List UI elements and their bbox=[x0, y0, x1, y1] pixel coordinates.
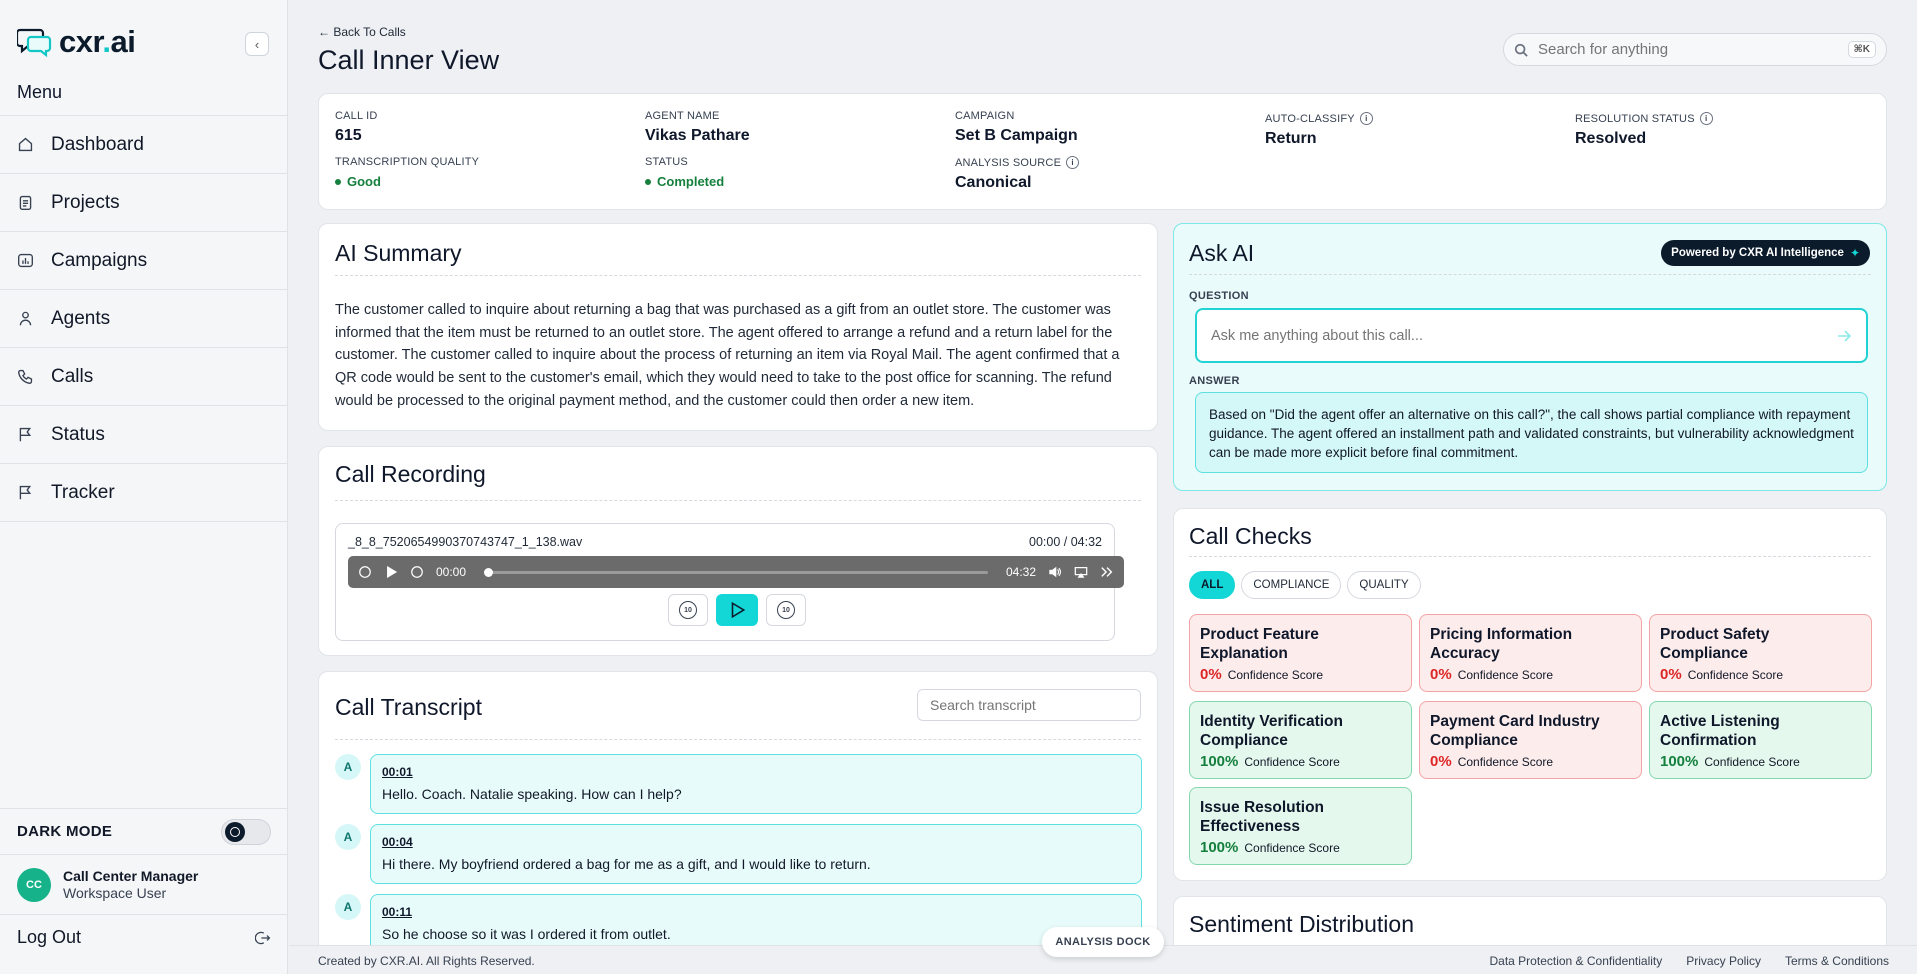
check-score bbox=[1660, 666, 1783, 683]
speaker-badge: A bbox=[335, 894, 361, 920]
check-card[interactable] bbox=[1189, 787, 1412, 865]
info-icon[interactable]: i bbox=[1700, 112, 1713, 125]
terms-link[interactable]: Terms & Conditions bbox=[1784, 954, 1889, 968]
phone-icon bbox=[17, 368, 34, 385]
check-score bbox=[1200, 839, 1340, 856]
call-id-cell bbox=[335, 110, 378, 145]
message-bubble bbox=[370, 754, 1142, 814]
player-duration: 04:32 bbox=[1005, 565, 1036, 579]
recording-controls bbox=[668, 594, 806, 626]
divider bbox=[335, 739, 1141, 740]
question-input[interactable] bbox=[1211, 328, 1836, 344]
check-score-value: 0% bbox=[1200, 666, 1222, 683]
chart-icon bbox=[17, 252, 34, 269]
resolution-status-value: Resolved bbox=[1575, 130, 1647, 147]
message-text: Hello. Coach. Natalie speaking. How can I help? bbox=[382, 786, 682, 802]
call-id-label: CALL ID bbox=[335, 110, 378, 122]
check-title: Identity Verification Compliance bbox=[1200, 713, 1343, 749]
analysis-source-label: ANALYSIS SOURCE bbox=[955, 156, 1062, 169]
seek-handle[interactable] bbox=[484, 568, 493, 577]
filter-all[interactable]: ALL bbox=[1189, 571, 1235, 599]
check-title: Payment Card Industry Compliance bbox=[1430, 713, 1600, 749]
chevron-left-icon: ‹ bbox=[254, 36, 260, 52]
search-icon bbox=[1514, 43, 1528, 57]
check-score-label: Confidence Score bbox=[1457, 668, 1554, 682]
call-info-card bbox=[318, 93, 1887, 210]
check-card[interactable] bbox=[1419, 614, 1642, 692]
call-recording-card bbox=[318, 446, 1158, 656]
play-icon[interactable] bbox=[384, 565, 398, 579]
user-name: Call Center Manager bbox=[63, 868, 199, 884]
logo-text: cxr.ai bbox=[59, 24, 136, 59]
avatar: CC bbox=[17, 868, 51, 902]
back-to-calls-link[interactable]: ← Back To Calls bbox=[318, 25, 406, 39]
campaign-label: CAMPAIGN bbox=[955, 110, 1015, 122]
campaign-cell bbox=[955, 110, 1078, 145]
filter-quality[interactable]: QUALITY bbox=[1347, 571, 1420, 599]
check-score-value: 0% bbox=[1430, 666, 1452, 683]
answer-text: Based on "Did the agent offer an alternative on this call?", the call shows partial compliance with repayment guidance. The agent offered an installment path and validated constraints, but vulnerability acknowledgment can be made more explicit before final commitment. bbox=[1195, 392, 1868, 473]
divider bbox=[335, 500, 1141, 501]
cast-icon[interactable] bbox=[1074, 565, 1088, 579]
speaker-badge: A bbox=[335, 824, 361, 850]
message-timestamp[interactable]: 00:01 bbox=[382, 765, 413, 779]
recording-file-name: _8_8_7520654990370743747_1_138.wav bbox=[348, 535, 583, 549]
message-timestamp[interactable]: 00:11 bbox=[382, 905, 413, 919]
check-score-value: 0% bbox=[1430, 753, 1452, 770]
transcript-search-input[interactable] bbox=[917, 689, 1141, 721]
sidebar-item-label: Status bbox=[51, 423, 105, 445]
info-icon[interactable]: i bbox=[1360, 112, 1373, 125]
status-label: STATUS bbox=[645, 156, 688, 168]
more-controls-icon[interactable] bbox=[1100, 565, 1114, 579]
sidebar-item-projects[interactable] bbox=[0, 174, 288, 232]
divider bbox=[335, 275, 1141, 276]
logout-icon bbox=[255, 930, 271, 946]
auto-classify-cell bbox=[1265, 112, 1373, 148]
campaign-value: Set B Campaign bbox=[955, 127, 1078, 144]
agent-name-cell bbox=[645, 110, 750, 145]
logo[interactable] bbox=[17, 24, 135, 60]
analysis-dock-button[interactable]: ANALYSIS DOCK bbox=[1042, 927, 1164, 957]
volume-icon[interactable] bbox=[1048, 565, 1062, 579]
resolution-status-cell bbox=[1575, 112, 1713, 148]
sidebar-item-label: Calls bbox=[51, 365, 94, 387]
check-score-value: 100% bbox=[1200, 839, 1239, 856]
call-recording-title: Call Recording bbox=[335, 461, 486, 487]
play-button[interactable] bbox=[716, 594, 758, 626]
call-checks-title: Call Checks bbox=[1189, 523, 1312, 549]
check-card[interactable] bbox=[1419, 701, 1642, 779]
resolution-status-label: RESOLUTION STATUS bbox=[1575, 112, 1695, 125]
check-score-label: Confidence Score bbox=[1227, 668, 1324, 682]
recording-time-display: 00:00 / 04:32 bbox=[1029, 535, 1102, 549]
menu-title: Menu bbox=[17, 82, 63, 102]
analysis-source-value: Canonical bbox=[955, 174, 1032, 191]
check-card[interactable] bbox=[1189, 614, 1412, 692]
sidebar-nav bbox=[0, 115, 288, 522]
call-id-value: 615 bbox=[335, 127, 362, 144]
logout-button[interactable] bbox=[0, 914, 288, 960]
search-input[interactable] bbox=[1538, 41, 1838, 58]
speaker-badge: A bbox=[335, 754, 361, 780]
sidebar-item-agents[interactable] bbox=[0, 290, 288, 348]
message-timestamp[interactable]: 00:04 bbox=[382, 835, 413, 849]
check-score-label: Confidence Score bbox=[1687, 668, 1784, 682]
question-field[interactable] bbox=[1195, 308, 1868, 363]
filter-compliance[interactable]: COMPLIANCE bbox=[1241, 571, 1341, 599]
check-score-label: Confidence Score bbox=[1244, 755, 1340, 769]
page-title: Call Inner View bbox=[318, 45, 500, 75]
player-current-time: 00:00 bbox=[436, 565, 467, 579]
check-score-label: Confidence Score bbox=[1244, 841, 1340, 855]
check-filters bbox=[1189, 571, 1421, 599]
skip-back-button[interactable] bbox=[668, 594, 708, 626]
sidebar-item-label: Dashboard bbox=[51, 133, 144, 155]
skip-back-icon: 10 bbox=[679, 601, 697, 619]
ai-summary-card bbox=[318, 223, 1158, 431]
copyright-text: Created by CXR.AI. All Rights Reserved. bbox=[318, 954, 535, 968]
sparkle-icon: ✦ bbox=[1849, 246, 1860, 260]
analysis-source-label-row bbox=[955, 156, 1079, 169]
audio-player bbox=[348, 556, 1124, 588]
collapse-sidebar-button[interactable] bbox=[245, 32, 269, 56]
call-transcript-card bbox=[318, 671, 1158, 961]
ai-summary-text: The customer called to inquire about returning a bag that was purchased as a gift from an outlet store. The customer was informed that the item must be returned to an outlet store. The agent offered to arrange a refund and a return label for the customer. The customer called to inquire about the process of returning an item via Royal Mail. The agent confirmed that a QR code would be sent to the customer's email, which they would need to take to the post office for scanning. The refund would be processed to the original payment method, and the customer could then order a new item. bbox=[335, 302, 1120, 409]
user-profile[interactable] bbox=[0, 854, 288, 914]
privacy-policy-link[interactable]: Privacy Policy bbox=[1686, 954, 1761, 968]
global-search[interactable] bbox=[1503, 33, 1887, 66]
play-icon bbox=[728, 601, 746, 619]
check-score-value: 100% bbox=[1660, 753, 1699, 770]
person-icon bbox=[17, 310, 34, 327]
dark-mode-toggle[interactable] bbox=[221, 819, 271, 845]
sidebar-item-label: Campaigns bbox=[51, 249, 148, 271]
skip-forward-button[interactable] bbox=[766, 594, 806, 626]
agent-name-label: AGENT NAME bbox=[645, 110, 720, 122]
check-card[interactable] bbox=[1649, 614, 1872, 692]
flag-icon bbox=[17, 484, 34, 501]
call-transcript-title: Call Transcript bbox=[335, 694, 482, 720]
message-text: Hi there. My boyfriend ordered a bag for me as a gift, and I would like to return. bbox=[382, 856, 871, 872]
status-value: Completed bbox=[645, 174, 724, 189]
agent-name-value: Vikas Pathare bbox=[645, 127, 750, 144]
check-score bbox=[1660, 753, 1800, 770]
check-score-value: 100% bbox=[1200, 753, 1239, 770]
ask-ai-title: Ask AI bbox=[1189, 240, 1255, 266]
resolution-status-label-row bbox=[1575, 112, 1713, 125]
check-card[interactable] bbox=[1189, 701, 1412, 779]
sidebar-item-status[interactable] bbox=[0, 406, 288, 464]
ai-summary-title: AI Summary bbox=[335, 240, 462, 266]
message-text: So he choose so it was I ordered it from outlet. bbox=[382, 926, 671, 942]
check-title: Active Listening Confirmation bbox=[1660, 713, 1780, 749]
powered-by-label: Powered by CXR AI Intelligence bbox=[1671, 247, 1844, 259]
check-title: Pricing Information Accuracy bbox=[1430, 626, 1573, 662]
audio-recorder bbox=[335, 523, 1115, 641]
skip-forward-icon: 10 bbox=[777, 601, 795, 619]
send-arrow-icon[interactable] bbox=[1836, 328, 1852, 344]
chat-bubbles-icon bbox=[17, 26, 53, 58]
sidebar-item-label: Projects bbox=[51, 191, 120, 213]
check-title: Product Feature Explanation bbox=[1200, 626, 1319, 662]
transcription-quality-value: Good bbox=[335, 174, 479, 189]
toggle-knob bbox=[225, 822, 245, 842]
search-shortcut: ⌘K bbox=[1848, 41, 1877, 58]
auto-classify-value: Return bbox=[1265, 130, 1317, 147]
analysis-source-cell bbox=[955, 156, 1079, 192]
call-checks-card bbox=[1173, 508, 1887, 881]
transcription-quality-label: TRANSCRIPTION QUALITY bbox=[335, 156, 480, 168]
sidebar-item-label: Tracker bbox=[51, 481, 115, 503]
auto-classify-label-row bbox=[1265, 112, 1373, 125]
check-score-label: Confidence Score bbox=[1457, 755, 1554, 769]
check-score bbox=[1430, 753, 1553, 770]
message-bubble bbox=[370, 824, 1142, 884]
dark-mode-row bbox=[0, 808, 288, 854]
check-score-label: Confidence Score bbox=[1704, 755, 1800, 769]
check-score bbox=[1200, 753, 1340, 770]
check-score bbox=[1200, 666, 1323, 683]
auto-classify-label: AUTO-CLASSIFY bbox=[1265, 112, 1355, 125]
sidebar-item-campaigns[interactable] bbox=[0, 232, 288, 290]
sidebar bbox=[0, 0, 288, 974]
sidebar-item-dashboard[interactable] bbox=[0, 116, 288, 174]
clipboard-icon bbox=[17, 194, 34, 211]
divider bbox=[1189, 556, 1871, 557]
sidebar-item-label: Agents bbox=[51, 307, 111, 329]
sentiment-title: Sentiment Distribution bbox=[1189, 911, 1414, 937]
transcription-quality-cell bbox=[335, 156, 479, 189]
check-title: Issue Resolution Effectiveness bbox=[1200, 799, 1325, 835]
home-icon bbox=[17, 136, 34, 153]
forward-icon[interactable] bbox=[410, 565, 424, 579]
sidebar-item-tracker[interactable] bbox=[0, 464, 288, 522]
divider bbox=[1189, 274, 1871, 275]
sidebar-item-calls[interactable] bbox=[0, 348, 288, 406]
info-icon[interactable]: i bbox=[1066, 156, 1079, 169]
footer-links bbox=[1490, 954, 1890, 968]
flag-icon bbox=[17, 426, 34, 443]
ask-ai-card bbox=[1173, 223, 1887, 491]
powered-by-badge bbox=[1661, 240, 1870, 266]
status-cell bbox=[645, 156, 724, 189]
check-score-value: 0% bbox=[1660, 666, 1682, 683]
question-label: QUESTION bbox=[1189, 290, 1249, 302]
logout-label: Log Out bbox=[17, 927, 82, 947]
answer-label: ANSWER bbox=[1189, 375, 1240, 387]
check-card[interactable] bbox=[1649, 701, 1872, 779]
seek-bar[interactable] bbox=[484, 571, 988, 574]
data-protection-link[interactable]: Data Protection & Confidentiality bbox=[1489, 954, 1663, 968]
dark-mode-label: DARK MODE bbox=[17, 823, 113, 840]
check-score bbox=[1430, 666, 1553, 683]
user-role: Workspace User bbox=[63, 885, 167, 901]
rewind-icon[interactable] bbox=[358, 565, 372, 579]
check-title: Product Safety Compliance bbox=[1660, 626, 1770, 662]
